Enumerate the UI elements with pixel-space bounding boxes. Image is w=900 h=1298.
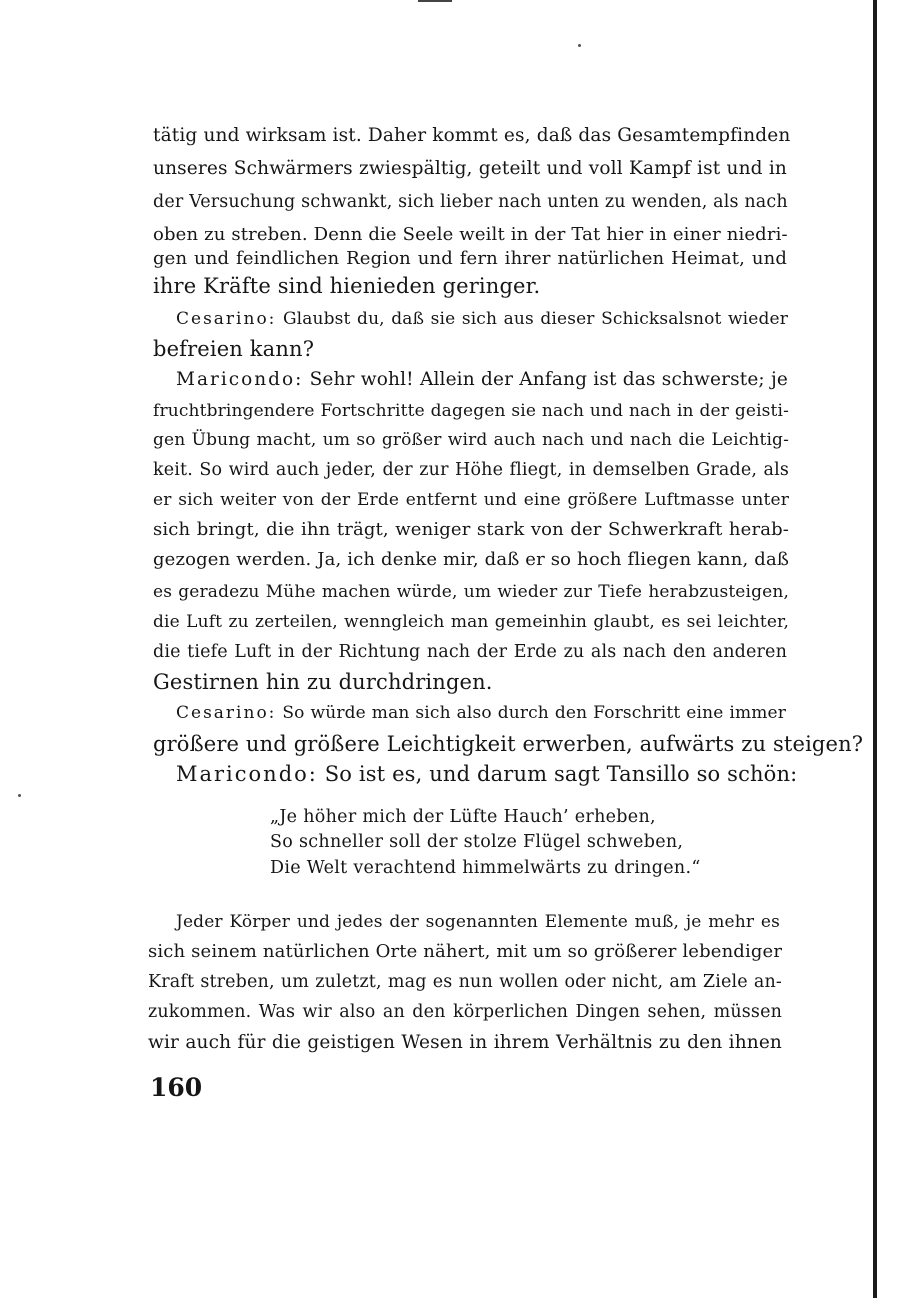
text-line: sich bringt, die ihn trägt, weniger stark von der Schwerkraft herab- <box>153 519 789 540</box>
print-speck <box>18 794 21 797</box>
dialogue-text: Glaubst du, daß sie sich aus dieser Schicksalsnot wieder <box>282 309 788 329</box>
verse-line: „Je höher mich der Lüfte Hauch’ erheben, <box>270 807 656 827</box>
print-speck <box>578 44 581 47</box>
verse-line: So schneller soll der stolze Flügel schweben, <box>270 832 684 852</box>
speaker-name: Maricondo: <box>176 762 318 786</box>
text-line: die Luft zu zerteilen, wenngleich man gemeinhin glaubt, es sei leichter, <box>153 612 789 632</box>
text-line: unseres Schwärmers zwiespältig, geteilt und voll Kampf ist und in <box>153 158 787 179</box>
dialogue-line <box>176 304 788 334</box>
text-line: es geradezu Mühe machen würde, um wieder zur Tiefe herabzusteigen, <box>153 582 789 602</box>
top-edge-mark <box>418 0 452 2</box>
dialogue-line <box>176 365 788 395</box>
text-line: die tiefe Luft in der Richtung nach der Erde zu als nach den anderen <box>153 642 787 662</box>
text-line: befreien kann? <box>153 337 315 361</box>
text-line: der Versuchung schwankt, sich lieber nach unten zu wenden, als nach <box>153 192 788 212</box>
text-line: ihre Kräfte sind hienieden geringer. <box>153 274 541 298</box>
text-line: sich seinem natürlichen Orte nähert, mit um so größerer lebendiger <box>148 941 783 962</box>
dialogue-line <box>176 759 797 789</box>
speaker-name: Cesarino: <box>176 703 277 723</box>
speaker-name: Cesarino: <box>176 309 277 329</box>
dialogue-line <box>176 698 786 728</box>
text-line: gen Übung macht, um so größer wird auch nach und nach die Leichtig- <box>153 430 789 450</box>
dialogue-text: So ist es, und darum sagt Tansillo so schön: <box>324 762 798 786</box>
text-line: fruchtbringendere Fortschritte dagegen sie nach und nach in der geisti- <box>153 401 789 421</box>
text-line: zukommen. Was wir also an den körperlichen Dingen sehen, müssen <box>148 1002 782 1022</box>
page-number: 160 <box>150 1073 203 1102</box>
speaker-name: Maricondo: <box>176 369 304 390</box>
text-line: wir auch für die geistigen Wesen in ihrem Verhältnis zu den ihnen <box>148 1032 782 1053</box>
text-line: Gestirnen hin zu durchdringen. <box>153 670 493 694</box>
text-line: gezogen werden. Ja, ich denke mir, daß er so hoch fliegen kann, daß <box>153 549 789 570</box>
text-line: keit. So wird auch jeder, der zur Höhe fliegt, in demselben Grade, als <box>153 460 789 480</box>
text-line: tätig und wirksam ist. Daher kommt es, daß das Gesamtempfinden <box>153 125 791 146</box>
page-edge-line <box>873 0 877 1298</box>
dialogue-text: So würde man sich also durch den Forschritt eine immer <box>282 703 786 723</box>
text-line: er sich weiter von der Erde entfernt und eine größere Luftmasse unter <box>153 490 789 510</box>
text-line: Kraft streben, um zuletzt, mag es nun wollen oder nicht, am Ziele an- <box>148 972 782 992</box>
text-line: oben zu streben. Denn die Seele weilt in der Tat hier in einer niedri- <box>153 224 788 245</box>
verse-line: Die Welt verachtend himmelwärts zu dringen.“ <box>270 858 701 878</box>
text-line: gen und feindlichen Region und fern ihrer natürlichen Heimat, und <box>153 248 787 269</box>
dialogue-text: Sehr wohl! Allein der Anfang ist das schwerste; je <box>309 369 788 390</box>
text-line: Jeder Körper und jedes der sogenannten Elemente muß, je mehr es <box>176 912 780 932</box>
text-line: größere und größere Leichtigkeit erwerben, aufwärts zu steigen? <box>153 732 864 756</box>
